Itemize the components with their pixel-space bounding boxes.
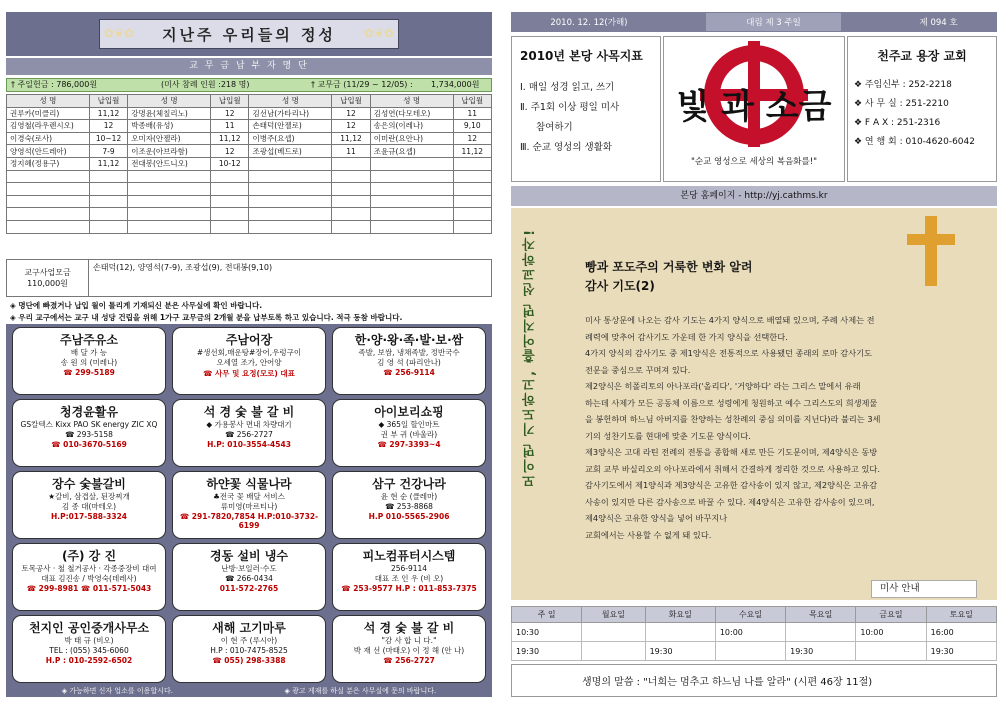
- roster-cell: [453, 183, 491, 196]
- page-subtitle: 교 무 금 납 부 자 명 단: [6, 58, 492, 75]
- article-line: 교회에서는 사용할 수 없게 돼 있다.: [585, 529, 712, 540]
- roster-cell: [370, 195, 453, 208]
- table-row: [7, 208, 492, 221]
- roster-cell: [332, 170, 370, 183]
- roster-cell: [249, 195, 332, 208]
- roster-cell: [211, 220, 249, 233]
- roster-cell: 전대봉(안드니오): [128, 157, 211, 170]
- roster-header: 성 명: [7, 95, 90, 108]
- roster-header: 성 명: [370, 95, 453, 108]
- article-line: 제3양식은 고대 라틴 전례의 전통을 종합해 새로 만든 기도문이며, 제4양식은 동방: [585, 447, 878, 457]
- roster-cell: 11,12: [332, 132, 370, 145]
- ad-line: 김 종 대(마테오): [61, 502, 117, 511]
- roster-cell: 7-9: [89, 145, 127, 158]
- roster-cell: [453, 170, 491, 183]
- ad-card: [12, 615, 166, 683]
- roster-cell: 11: [332, 145, 370, 158]
- roster-cell: 오미자(안젤라): [128, 132, 211, 145]
- schedule-header: 수요일: [715, 607, 785, 623]
- table-row: [512, 623, 997, 642]
- ad-phone: ☎ 253-9577 H.P : 011-853-7375: [341, 584, 477, 593]
- roster-cell: 정지혜(정용구): [7, 157, 90, 170]
- ad-phone: ☎ 010-3670-5169: [51, 440, 127, 449]
- ad-title: 아이보리쇼핑: [374, 405, 444, 419]
- roster-cell: 12: [453, 132, 491, 145]
- roster-cell: [89, 220, 127, 233]
- schedule-header: 월요일: [582, 607, 645, 623]
- ad-phone: H.P: 010-3554-4543: [207, 440, 291, 449]
- ad-line: 배 달 가 능: [70, 348, 108, 357]
- ad-title: 피노컴퓨터시스템: [362, 549, 456, 563]
- ad-phone: ☎ 299-8981 ☎ 011-571-5043: [26, 584, 152, 593]
- ad-title: 새해 고기마루: [212, 621, 286, 635]
- right-page: [511, 12, 997, 697]
- roster-cell: 9,10: [453, 120, 491, 133]
- roster-cell: 11: [211, 120, 249, 133]
- roster-cell: [211, 183, 249, 196]
- roster-cell: 11,12: [211, 132, 249, 145]
- roster-cell: [370, 170, 453, 183]
- ad-title: 하얀꽃 식물나라: [206, 477, 292, 491]
- roster-cell: [453, 208, 491, 221]
- roster-cell: [332, 183, 370, 196]
- roster-cell: [7, 208, 90, 221]
- ad-line: 오세열 조가, 안어양: [216, 358, 282, 367]
- notice-1: ◈ 명단에 빠졌거나 납입 월이 틀리게 기재되신 분은 사무실에 확인 바랍니다.: [10, 301, 263, 310]
- logo-title: 빛 과 소금: [676, 87, 832, 127]
- diocese-fund-amount: 110,000원: [27, 279, 68, 288]
- schedule-cell: [582, 623, 645, 642]
- article-title-line2: 감사 기도(2): [585, 279, 655, 293]
- tithe-roster-table: [6, 94, 492, 234]
- article-line: 제4양식은 고유한 양식을 넣어 바꾸지나: [585, 513, 728, 523]
- attendance-note: (미사 참례 인원 :218 명): [161, 80, 250, 89]
- roster-cell: 이조운(아브라함): [128, 145, 211, 158]
- ad-line: 박 재 선 (마태오) 이 정 해 (안 나): [353, 646, 465, 655]
- vertical-slogan: 모이면 기도하고, 흩어지면 선교하자!: [523, 228, 538, 488]
- schedule-cell: [856, 642, 926, 661]
- ad-phone: H.P : 010-2592-6502: [45, 656, 133, 665]
- article-line: 을 봉헌하며 하느님 아버지를 찬양하는 성찬례의 중심 의미를 지닌다)라 불리는 3세: [585, 414, 881, 424]
- roster-cell: 11,12: [453, 145, 491, 158]
- roster-cell: [370, 220, 453, 233]
- roster-cell: [332, 208, 370, 221]
- roster-cell: 김영철(라우렌시오): [7, 120, 90, 133]
- roster-cell: 송은의(이레나): [370, 120, 453, 133]
- roster-cell: 조광섭(베드로): [249, 145, 332, 158]
- ad-card: [12, 327, 166, 395]
- roster-cell: [128, 183, 211, 196]
- roster-cell: 12: [332, 107, 370, 120]
- article-title-line1: 빵과 포도주의 거룩한 변화 알려: [585, 260, 753, 274]
- ad-card: [12, 471, 166, 539]
- ad-line: 족발, 보쌈, 냉채족발, 정반국수: [358, 348, 460, 357]
- ad-line: 대표 김진송 / 박영숙(데레사): [41, 574, 137, 583]
- ad-line: ☎ 253-8868: [385, 502, 433, 511]
- ad-line: ◆ 가용봉사 면내 차량대기: [206, 420, 292, 429]
- roster-header: 성 명: [249, 95, 332, 108]
- roster-cell: [332, 157, 370, 170]
- article-line: 제2양식은 히폴리토의 아나포라('올리다', '거양하다' 라는 그리스 말에서 유래: [585, 381, 861, 391]
- schedule-cell: 19:30: [645, 642, 715, 661]
- schedule-cell: 16:00: [926, 623, 996, 642]
- schedule-header: 화요일: [645, 607, 715, 623]
- word-of-life: 생명의 말씀 : "너희는 멈추고 하느님 나를 알라" (시편 46장 11절): [511, 664, 997, 697]
- ad-title: 석 경 숯 불 갈 비: [203, 405, 295, 419]
- ad-line: "감 사 합 니 다.": [381, 636, 437, 645]
- ad-card: [12, 543, 166, 611]
- roster-cell: [370, 157, 453, 170]
- roster-cell: 이미란(요안나): [370, 132, 453, 145]
- ad-line: 박 태 규 (비오): [64, 636, 114, 645]
- schedule-cell: 10:30: [512, 623, 582, 642]
- roster-cell: 손태덕(안젤로): [249, 120, 332, 133]
- article-line: 사송이 있지만 다른 감사송으로 바꿀 수 있다. 제4양식은 고유한 감사송이 있으며,: [585, 496, 875, 507]
- ad-phone: 011-572-2765: [219, 584, 279, 593]
- mass-offering: † 주일헌금 : 786,000원: [11, 80, 98, 89]
- schedule-header: 목요일: [786, 607, 856, 623]
- roster-cell: 이경숙(로사): [7, 132, 90, 145]
- ad-title: 천지인 공인중개사무소: [28, 621, 150, 635]
- table-row: [7, 195, 492, 208]
- tithe-total: 1,734,000원: [431, 80, 480, 89]
- issue-header: [511, 12, 997, 32]
- roster-cell: 권루카(미클리): [7, 107, 90, 120]
- schedule-cell: [582, 642, 645, 661]
- roster-cell: [370, 183, 453, 196]
- footer-left-note: ◈ 가능하면 신자 업소를 이용합시다.: [61, 687, 173, 695]
- roster-cell: [211, 170, 249, 183]
- roster-cell: [128, 208, 211, 221]
- roster-cell: 조윤규(요셉): [370, 145, 453, 158]
- roster-cell: 이병주(요셉): [249, 132, 332, 145]
- ad-title: 주남주유소: [60, 333, 118, 347]
- article-line: 례력에 맞추어 감사기도 가운데 한 가지 양식을 선택한다.: [585, 331, 788, 342]
- ad-line: ☎ 256-2727: [225, 430, 273, 439]
- roster-cell: [128, 170, 211, 183]
- roster-cell: [370, 208, 453, 221]
- ad-line: ★갈비, 삼겹살, 된장찌개: [48, 492, 130, 501]
- ads-grid: [6, 324, 492, 686]
- ad-line: ☎ 266-0434: [225, 574, 273, 583]
- church-info-box: [847, 36, 997, 182]
- roster-cell: [453, 157, 491, 170]
- article-title: [585, 258, 752, 296]
- schedule-cell: [786, 623, 856, 642]
- table-row: [7, 157, 492, 170]
- roster-header: 납입월: [453, 95, 491, 108]
- roster-cell: [7, 195, 90, 208]
- ad-title: 주남어장: [225, 333, 273, 347]
- roster-cell: 11: [453, 107, 491, 120]
- ad-line: 난방·보일러·수도: [221, 564, 277, 573]
- ornament-left: ✿❦✿: [103, 26, 135, 40]
- pastoral-motto-box: [511, 36, 661, 182]
- ad-line: ☎ 293-5158: [65, 430, 113, 439]
- roster-header: 성 명: [128, 95, 211, 108]
- ad-line: ♣전국 꽃 배달 서비스: [213, 492, 285, 501]
- roster-cell: [249, 157, 332, 170]
- ad-line: 토목공사 · 철 철거공사 · 각종중장비 대여: [21, 564, 157, 573]
- roster-cell: [211, 208, 249, 221]
- left-page: [6, 12, 492, 697]
- ad-card: [172, 399, 326, 467]
- ad-title: 삼구 건강나라: [372, 477, 446, 491]
- table-row: [7, 120, 492, 133]
- ad-title: 석 경 숯 불 갈 비: [363, 621, 455, 635]
- ad-phone: H.P:017-588-3324: [50, 512, 128, 521]
- contact-line: ❖ 사 무 실 : 251-2210: [854, 99, 949, 109]
- ad-phone: ☎ 055) 298-3388: [212, 656, 286, 665]
- mass-info-label: 미사 안내: [871, 580, 977, 598]
- ad-card: [332, 399, 486, 467]
- schedule-cell: 10:00: [715, 623, 785, 642]
- roster-cell: 11,12: [89, 157, 127, 170]
- left-footer: [6, 686, 492, 697]
- ad-line: ◆ 365일 할인마트: [378, 420, 440, 429]
- ad-title: 청경윤활유: [60, 405, 118, 419]
- motto-item: Ⅰ. 매일 성경 읽고, 쓰기: [520, 82, 615, 93]
- ad-card: [12, 399, 166, 467]
- motto-item: Ⅱ. 주1회 이상 평일 미사: [520, 102, 620, 113]
- table-row: [7, 132, 492, 145]
- roster-cell: 김선남(가타리나): [249, 107, 332, 120]
- ad-phone: ☎ 256-9114: [383, 368, 435, 377]
- ad-card: [172, 327, 326, 395]
- schedule-header: 주 일: [512, 607, 582, 623]
- roster-cell: [7, 170, 90, 183]
- homepage-link[interactable]: 본당 홈페이지 - http://yj.cathms.kr: [511, 186, 997, 206]
- roster-cell: [332, 195, 370, 208]
- schedule-header: 금요일: [856, 607, 926, 623]
- title-bar: [6, 12, 492, 56]
- roster-cell: 12: [89, 120, 127, 133]
- ad-card: [332, 471, 486, 539]
- footer-right-note: ◈ 광고 게재를 하실 분은 사무실에 문의 바랍니다.: [284, 687, 437, 695]
- issue-number: 제 094 호: [919, 18, 958, 28]
- mass-schedule-table: [511, 606, 997, 661]
- ad-line: 이 현 주 (루시아): [220, 636, 278, 645]
- roster-cell: 11,12: [89, 107, 127, 120]
- roster-cell: [249, 170, 332, 183]
- roster-cell: [128, 195, 211, 208]
- table-row: [7, 170, 492, 183]
- contact-line: ❖ 주임신부 : 252-2218: [854, 80, 952, 90]
- ad-line: 윤 현 순 (클레마): [380, 492, 438, 501]
- table-row: [512, 642, 997, 661]
- liturgical-week: 대림 제 3 주일: [706, 13, 841, 31]
- tithe-label: † 교무금 (11/29 ~ 12/05) :: [311, 80, 413, 89]
- roster-cell: [453, 220, 491, 233]
- roster-cell: 12: [211, 107, 249, 120]
- ad-line: #생선회,매운탕#장어,우렁구이: [196, 348, 302, 357]
- roster-cell: [332, 220, 370, 233]
- table-row: [7, 220, 492, 233]
- ad-line: 송 원 의 (미레나): [60, 358, 118, 367]
- roster-cell: 10~12: [89, 132, 127, 145]
- roster-cell: [89, 208, 127, 221]
- ad-phone: ☎ 299-5189: [63, 368, 115, 377]
- table-row: [7, 183, 492, 196]
- roster-cell: 10-12: [211, 157, 249, 170]
- roster-cell: [249, 220, 332, 233]
- ad-line: 대표 조 인 우 (비 오): [374, 574, 444, 583]
- article-line: 4가지 양식의 감사기도 중 제1양식은 전통적으로 사용됐던 종래의 로마 감사기도: [585, 348, 872, 358]
- article-line: 기의 성찬기도를 현대에 맞춘 기도문 양식이다.: [585, 430, 751, 441]
- ad-title: 한·양·왕·족·발·보·쌈: [354, 333, 464, 347]
- ornament-right: ✿❦✿: [363, 26, 395, 40]
- roster-cell: [89, 195, 127, 208]
- gold-cross-icon: [905, 216, 957, 286]
- vertical-slogan-strip: [511, 208, 551, 600]
- roster-cell: [7, 220, 90, 233]
- ad-phone: H.P 010-5565-2906: [368, 512, 450, 521]
- ad-card: [172, 543, 326, 611]
- ad-phone: ☎ 256-2727: [383, 656, 435, 665]
- roster-cell: 12: [211, 145, 249, 158]
- ad-line: TEL : (055) 345-6060: [49, 646, 129, 655]
- roster-header: 납입월: [211, 95, 249, 108]
- contact-line: ❖ F A X : 251-2316: [854, 118, 941, 128]
- roster-cell: [249, 183, 332, 196]
- ad-phone: ☎ 297-3393~4: [377, 440, 441, 449]
- roster-cell: 김성연(다모테오): [370, 107, 453, 120]
- motto-title: 2010년 본당 사목지표: [520, 49, 643, 63]
- schedule-cell: [645, 623, 715, 642]
- ad-card: [332, 327, 486, 395]
- ad-card: [172, 471, 326, 539]
- roster-cell: [89, 170, 127, 183]
- ad-line: 김 영 석 (파리안나): [377, 358, 441, 367]
- article-line: 하는데 사제가 모든 공동체 이름으로 성령에게 청원하고 예수 그리스도의 희생제물: [585, 397, 878, 408]
- roster-cell: [249, 208, 332, 221]
- roster-cell: [7, 183, 90, 196]
- diocese-fund-box: [6, 259, 492, 297]
- schedule-cell: 19:30: [926, 642, 996, 661]
- ad-line: 256-9114: [390, 564, 428, 573]
- ad-title: (주) 강 진: [61, 549, 117, 563]
- logo-slogan: "순교 영성으로 세상의 복음화를!": [690, 157, 818, 167]
- roster-cell: [89, 183, 127, 196]
- roster-cell: [211, 195, 249, 208]
- roster-cell: 양영석(안드레아): [7, 145, 90, 158]
- ad-title: 경동 설비 냉수: [210, 549, 288, 563]
- contact-line: ❖ 연 행 회 : 010-4620-6042: [854, 137, 975, 147]
- ad-line: GS칼텍스 Kixx PAO SK energy ZIC XQ: [20, 420, 158, 429]
- ad-line: H.P : 010-7475-8525: [210, 646, 288, 655]
- article-line: 전문을 중심으로 꾸며져 있다.: [585, 364, 691, 375]
- schedule-cell: [715, 642, 785, 661]
- article-line: 미사 통상문에 나오는 감사 기도는 4가지 양식으로 배열돼 있으며, 주례 사제는 전: [585, 315, 875, 325]
- table-row: [7, 145, 492, 158]
- roster-cell: 강명윤(체칠리노): [128, 107, 211, 120]
- roster-cell: [128, 220, 211, 233]
- ad-phone: ☎ 291-7820,7854 H.P:010-3732-6199: [179, 512, 319, 530]
- ad-title: 장수 숯불갈비: [52, 477, 126, 491]
- article-line: 교회 교부 바실리오의 아나포라에서 취해서 간결하게 정리한 것으로 사용하고 있다.: [585, 463, 880, 474]
- ad-card: [332, 543, 486, 611]
- notice-2: ◈ 우리 교구에서는 교구 내 성당 건립을 위해 1가구 교무금의 2개월 분을 납부토록 하고 있습니다. 적극 동참 바랍니다.: [10, 313, 403, 322]
- schedule-cell: 19:30: [786, 642, 856, 661]
- roster-cell: 12: [332, 120, 370, 133]
- ad-card: [172, 615, 326, 683]
- schedule-cell: 19:30: [512, 642, 582, 661]
- ad-phone: ☎ 사무 및 요정(모로) 대표: [203, 369, 295, 378]
- motto-item: Ⅲ. 순교 영성의 생활화: [520, 142, 613, 153]
- offering-summary: [6, 78, 492, 92]
- roster-cell: [453, 195, 491, 208]
- diocese-fund-label: 교구사업모금: [24, 268, 71, 277]
- ad-card: [332, 615, 486, 683]
- issue-date: 2010. 12. 12(가해): [550, 18, 628, 28]
- schedule-cell: 10:00: [856, 623, 926, 642]
- ad-line: 권 부 귀 (바울라): [380, 430, 438, 439]
- diocese-fund-names: 손태덕(12), 양영석(7-9), 조광섭(9), 전대봉(9,10): [93, 263, 273, 272]
- table-row: [7, 107, 492, 120]
- roster-header: 납입월: [89, 95, 127, 108]
- article-line: 감사기도에서 제1양식과 제3양식은 고유한 감사송이 있지 않고, 제2양식은 고유감: [585, 480, 878, 490]
- motto-item: 참여하기: [536, 122, 573, 133]
- roster-cell: 박종배(유성): [128, 120, 211, 133]
- church-name: 천주교 용장 교회: [877, 49, 967, 63]
- schedule-header: 토요일: [926, 607, 996, 623]
- ad-line: 류미영(마르티나): [220, 502, 278, 511]
- newsletter-logo: [663, 36, 845, 182]
- roster-header: 납입월: [332, 95, 370, 108]
- page-title: 지난주 우리들의 정성: [99, 19, 399, 49]
